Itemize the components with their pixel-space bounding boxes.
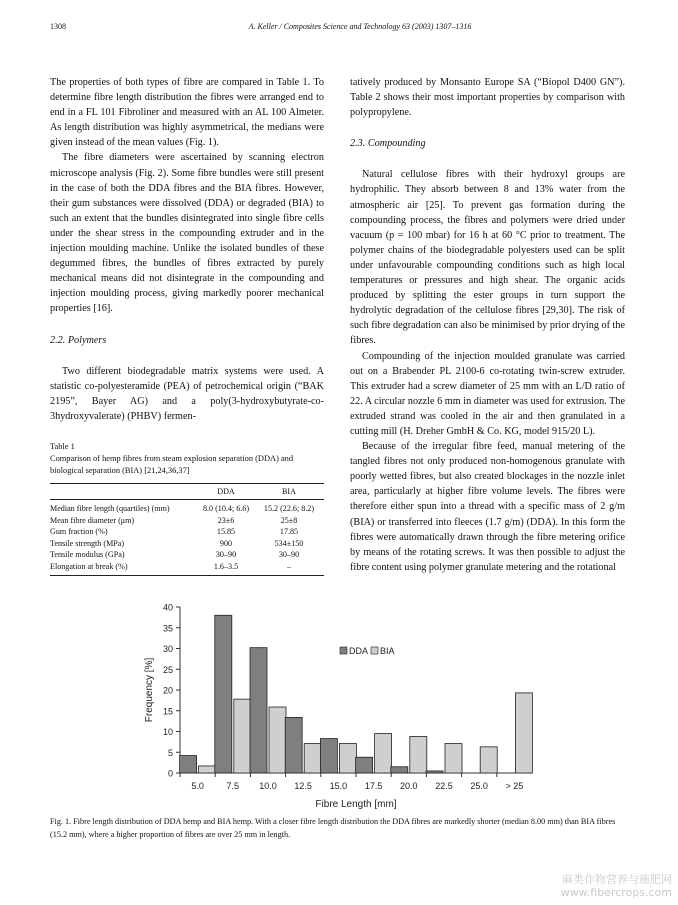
table-cell: Tensile modulus (GPa): [50, 550, 125, 560]
table-cell: 15.2 (22.6; 8.2): [263, 504, 315, 513]
table-row: [50, 526, 324, 538]
table-cell: 534±150: [274, 538, 304, 548]
x-tick-label: 22.5: [435, 781, 453, 791]
bar-bia: [199, 766, 216, 773]
bar-bia: [304, 744, 321, 773]
y-tick-label: 25: [162, 664, 173, 675]
table-cell: Mean fibre diameter (μm): [50, 515, 135, 525]
legend-swatch-bia: [371, 647, 378, 654]
bar-bia: [445, 744, 462, 773]
y-tick-label: 35: [162, 623, 173, 634]
bar-dda: [391, 767, 408, 773]
watermark: [561, 873, 672, 899]
table-cell: Tensile strength (MPa): [50, 538, 125, 548]
bar-bia: [234, 699, 251, 773]
x-axis-label: Fibre Length [mm]: [315, 799, 397, 810]
bar-chart: [140, 600, 540, 812]
page-number: 1308: [50, 22, 66, 31]
x-tick-label: > 25: [505, 781, 524, 791]
bar-bia: [375, 734, 392, 773]
x-tick-label: 20.0: [400, 781, 418, 791]
x-tick-label: 10.0: [259, 781, 277, 791]
x-tick-label: 17.5: [364, 781, 383, 791]
legend-swatch-dda: [340, 647, 347, 654]
watermark-url: www.fibercrops.com: [560, 886, 672, 899]
legend-label: BIA: [380, 646, 395, 656]
bar-dda: [180, 756, 197, 773]
table-cell: 1.6–3.5: [198, 561, 254, 575]
paragraph: Natural cellulose fibres with their hydroxyl groups are hydrophilic. They absorb between 8 and 13% water from the atmospheric air [25]. To prevent gas formation during the compounding process, the fibres and polymers were dried under vacuum (p = 100 mbar) for 16 h at 60 °C prior to treatment. The polymer chains of the biodegradable polyesters used can be split under unfavourable compounding conditions such as high local temperatures or pressures and high shear. The organic acids produced by splitting the ester groups in turn support the hydrolytic degradation of the cellulose fibres [29,30]. The risk of such fibre degradation can also be minimised by prior drying of the fibres.: [350, 169, 625, 347]
table-1: [50, 441, 324, 576]
table-header-cell: [50, 484, 198, 500]
y-tick-label: 30: [162, 644, 173, 654]
right-column: [350, 75, 625, 575]
watermark-text: 麻类作物营养与施肥网: [562, 873, 672, 886]
journal-citation: A. Keller / Composites Science and Technology 63 (2003) 1307–1316: [248, 22, 472, 31]
left-column: [50, 75, 324, 424]
y-tick-label: 10: [162, 727, 173, 737]
table-cell: –: [254, 561, 324, 575]
y-tick-label: 0: [167, 768, 173, 779]
bar-bia: [339, 744, 356, 773]
running-head: [50, 20, 632, 34]
paragraph: Compounding of the injection moulded granulate was carried out on a Brabender PL 2100-6 co-rotating twin-screw extruder. This extruder had a screw diameter of 25 mm with an L/D ratio of 22. A circular nozzle 6 mm in diameter was used for extrusion. The extruded strand was cooled in the air and then granulated in a cutting mill (H. Dreher GmbH & Co. KG, model 915/20 L).: [350, 350, 625, 437]
bar-dda: [320, 739, 337, 773]
y-tick-label: 20: [162, 685, 173, 696]
table-caption: Comparison of hemp fibres from steam explosion separation (DDA) and biological separation (BIA) [21,24,36,37]: [50, 454, 294, 475]
bar-dda: [426, 771, 443, 773]
table-cell: 23±6: [217, 515, 235, 525]
table-cell: Elongation at break (%): [50, 561, 198, 575]
table-cell: 17.85: [279, 527, 299, 537]
table-cell: Gum fraction (%): [50, 527, 108, 537]
table-cell: Median fibre length (quartiles) (mm): [50, 504, 170, 513]
paragraph: The properties of both types of fibre are compared in Table 1. To determine fibre length distribution the fibres were arranged end to end in a FL 101 Fibroliner and measured with an AL 100 Almeter. As length distribution was highly asymmetrical, the medians were given instead of the mean values (Fig. 1).: [50, 77, 324, 149]
table-header-cell: DDA: [198, 484, 254, 500]
bar-dda: [250, 648, 267, 773]
section-heading: 2.2. Polymers: [50, 334, 107, 346]
figure-caption: Fig. 1. Fibre length distribution of DDA hemp and BIA hemp. With a closer fibre length distribution the DDA fibres are markedly shorter (median 8.00 mm) than BIA fibres (15.2 mm), where a higher proportion of fibres are over 25 mm in length.: [50, 817, 616, 839]
bar-dda: [215, 615, 232, 773]
table-row: [50, 538, 324, 550]
data-table: [50, 483, 324, 576]
paragraph: The fibre diameters were ascertained by scanning electron microscope analysis (Fig. 2). Some fibre bundles were still present in the case of both the DDA fibres and the BIA fibres. However, their gum substances were dissolved (DDA) or degraded (BIA) to such an extent that the bundles disintegrated into single fibre cells under the shear stress in the compounding extruder and in the injection moulding machine. Unlike the isolated bundles of these degummed fibres, the bundles of fibres extracted by purely mechanical means did not disintegrate in the compounding and injection moulding process, giving markedly poorer mechanical properties [16].: [50, 152, 324, 315]
bar-bia: [269, 707, 286, 773]
x-tick-label: 15.0: [329, 781, 348, 791]
y-tick-label: 5: [167, 747, 173, 758]
legend-label: DDA: [349, 646, 369, 656]
bar-dda: [356, 757, 373, 773]
table-cell: 30–90: [278, 550, 300, 560]
bar-bia: [515, 693, 532, 773]
table-header-cell: BIA: [254, 484, 324, 500]
table-cell: 30–90: [215, 550, 237, 560]
table-row: [50, 515, 324, 527]
x-tick-label: 5.0: [191, 781, 204, 791]
table-cell: 900: [219, 538, 233, 548]
table-cell: 8.0 (10.4; 6.6): [202, 504, 250, 513]
table-cell: 15.85: [216, 527, 236, 537]
table-label: Table 1: [50, 442, 75, 451]
paragraph: tatively produced by Monsanto Europe SA (“Biopol D400 GN”). Table 2 shows their most important properties by comparison with polypropylene.: [350, 77, 625, 119]
x-tick-label: 12.5: [294, 781, 312, 791]
section-heading: 2.3. Compounding: [350, 138, 426, 150]
table-row: [50, 500, 324, 515]
paragraph: Because of the irregular fibre feed, manual metering of the tangled fibres not only produced non-homogenous granulate with poorly wetted fibres, but also created blockages in the nozzle inlet area, particularly at higher fibre volume levels. The fibres were therefore either spun into a thread with a specific mass of 2 g/m (BIA) or transferred into fleeces (1.7 g/m) (DDA). In this form the fibres were automatically drawn through the fibre metering orifice by means of the rotating screws. It was then possible to adjust the fibre content using polymer granulate metering and the rotational: [350, 441, 625, 573]
figure-1-chart: [140, 600, 540, 812]
bar-bia: [480, 747, 497, 773]
table-row: [50, 549, 324, 561]
x-tick-label: 7.5: [226, 781, 240, 791]
y-axis-label: Frequency [%]: [144, 657, 155, 723]
paragraph: Two different biodegradable matrix systems were used. A statistic co-polyesteramide (PEA) of petrochemical origin (“BAK 2195”, Bayer AG) and a poly(3-hydroxybutyrate-co-3hydroxyvalerate) (PHBV) fermen-: [50, 365, 324, 422]
table-cell: 25±8: [280, 515, 298, 525]
y-tick-label: 40: [162, 602, 173, 613]
table-row: [50, 561, 324, 575]
y-tick-label: 15: [162, 706, 173, 717]
bar-bia: [410, 736, 427, 773]
x-tick-label: 25.0: [470, 781, 488, 791]
bar-dda: [285, 717, 302, 773]
